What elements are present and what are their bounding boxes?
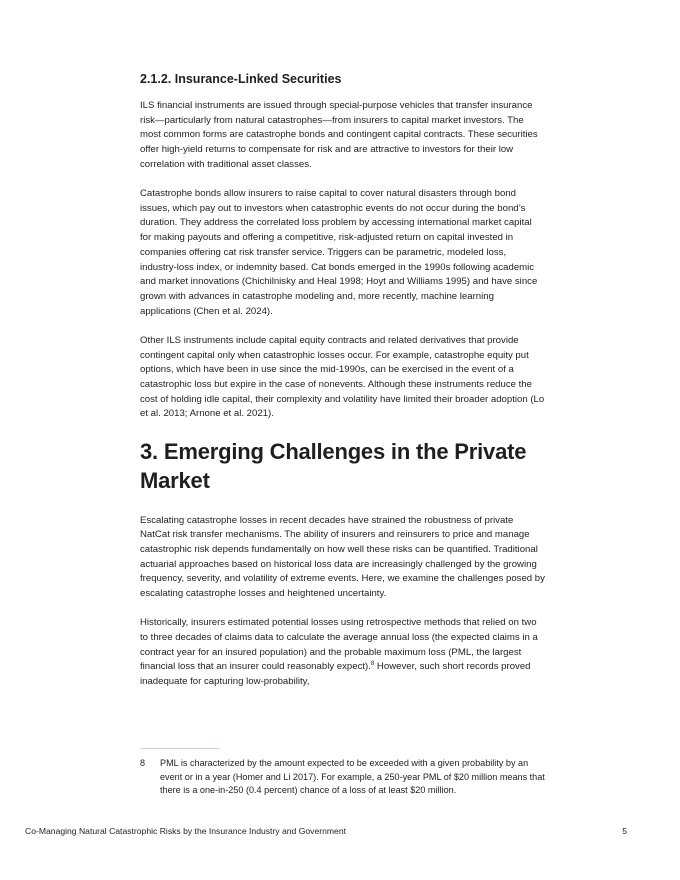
paragraph-historical-estimates bbox=[140, 616, 545, 690]
footer-title: Co-Managing Natural Catastrophic Risks by the Insurance Industry and Government bbox=[25, 826, 346, 836]
section-heading: 3. Emerging Challenges in the Private Market bbox=[140, 438, 527, 493]
footnote-reference[interactable]: 8 bbox=[370, 661, 375, 668]
paragraph-escalating-losses: Escalating catastrophe losses in recent decades have strained the robustness of private NatCat risk transfer mechanisms. The ability of insurers and reinsurers to price and manage catastrophic risk depends fundamentally on how well these risks can be quantified. Traditional actuarial approaches based on historical loss data are increasingly challenged by the growing frequency, severity, and volatility of extreme events. Here, we examine the challenges posed by escalating catastrophe losses and heightened uncertainty. bbox=[140, 514, 545, 600]
page-footer bbox=[25, 826, 627, 836]
footnote-divider bbox=[140, 748, 220, 749]
subsection-heading: 2.1.2. Insurance-Linked Securities bbox=[140, 72, 342, 86]
paragraph-cat-bonds: Catastrophe bonds allow insurers to raise capital to cover natural disasters through bond issues, which pay out to investors when catastrophic events do not occur during the bond’s duration. They address the correlated loss problem by accessing international market capital for making payouts and offering a competitive, risk-adjusted return on capital invested in companies offering cat risk transfer service. Triggers can be parametric, modeled loss, industry-loss index, or indemnity based. Cat bonds emerged in the 1990s following academic and market innovations (Chichilnisky and Heal 1998; Hoyt and Williams 1995) and have since grown with advances in catastrophe modeling and, more recently, machine learning applications (Chen et al. 2024). bbox=[140, 188, 538, 317]
footnote-text: PML is characterized by the amount expected to be exceeded with a given probability by an event or in a year (Homer and Li 2017). For example, a 250-year PML of $20 million means that there is a one-in-250 (0.4 percent) chance of a loss of at least $20 million. bbox=[160, 758, 545, 795]
paragraph-other-ils: Other ILS instruments include capital equity contracts and related derivatives that provide contingent capital only when catastrophic losses occur. For example, catastrophe equity put options, which have been in use since the mid-1990s, can be exercised in the event of a catastrophic loss but expire in the case of nonevents. Although these instruments reduce the cost of holding idle capital, their complexity and volatility have limited their broader adoption (Lo et al. 2013; Arnone et al. 2021). bbox=[140, 334, 545, 420]
footnote bbox=[140, 757, 545, 798]
page-number: 5 bbox=[622, 826, 627, 836]
footnote-number: 8 bbox=[140, 758, 146, 768]
paragraph-ils-intro: ILS financial instruments are issued through special-purpose vehicles that transfer insurance risk—particularly from natural catastrophes—from insurers to capital market investors. The most common forms are catastrophe bonds and contingent capital contracts. These securities offer high-yield returns to compensate for risk and are attractive to investors for their low correlation with traditional asset classes. bbox=[140, 100, 538, 170]
main-content bbox=[140, 70, 545, 704]
paragraph-text-before-note: Historically, insurers estimated potential losses using retrospective methods that relied on two to three decades of claims data to calculate the average annual loss (the expected claims in a contract year for an insured population) and the probable maximum loss (PML, the largest financial loss that an insurer could reasonably expect). bbox=[140, 617, 538, 673]
paragraph-text-after-note: However, such short records proved inadequate for capturing low-probability, bbox=[140, 661, 531, 688]
